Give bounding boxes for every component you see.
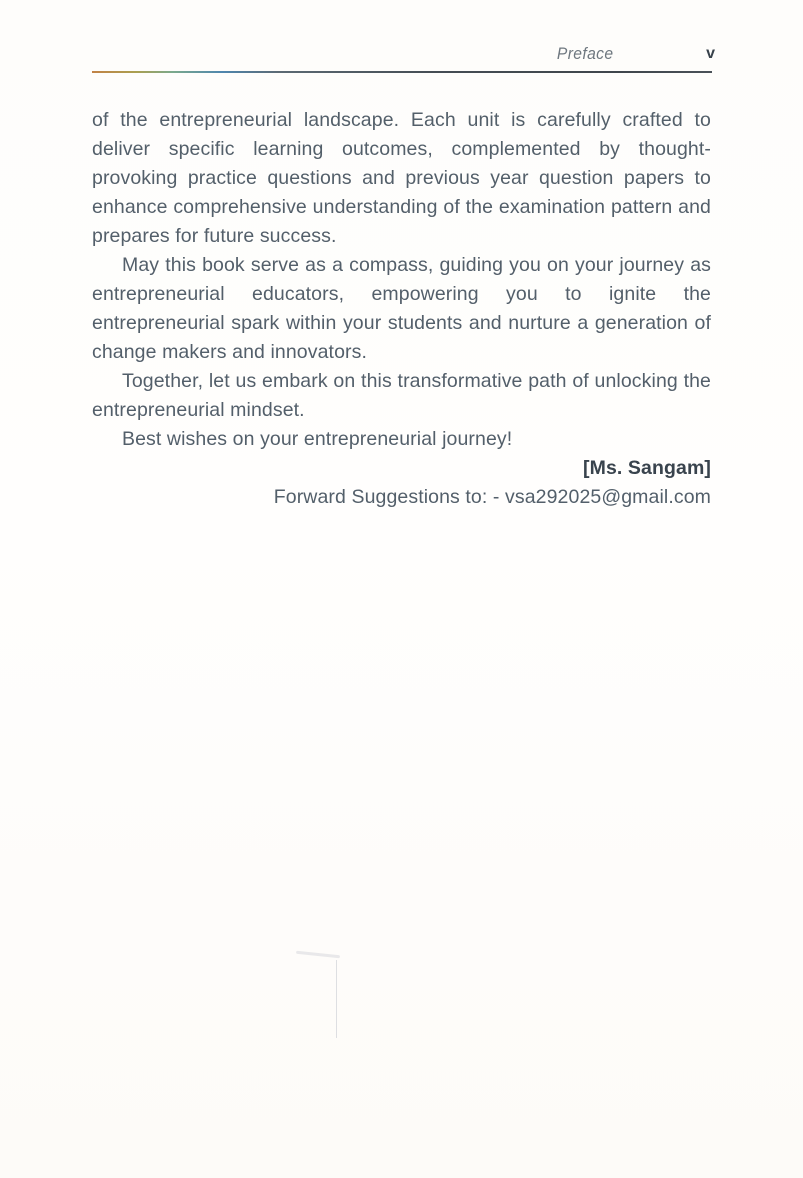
page-number: v [706, 45, 715, 62]
body-paragraph: of the entrepreneurial landscape. Each unit is carefully crafted to deliver specific learning outcomes, complemented by thought-provoking practice questions and previous year question papers to enhance comprehensive understanding of the examination pattern and prepares for future success. [92, 109, 711, 247]
scan-artifact-scratch [336, 960, 337, 1038]
author-signature: [Ms. Sangam] [583, 457, 711, 479]
body-paragraph: Best wishes on your entrepreneurial journey! [122, 428, 513, 450]
scan-artifact-smudge [296, 951, 340, 959]
body-text-block [92, 106, 711, 512]
running-header-title: Preface [556, 44, 613, 63]
body-paragraph: May this book serve as a compass, guiding you on your journey as entrepreneurial educators, empowering you to ignite the entrepreneurial spark within your students and nurture a generation of change makers and innovators. [92, 254, 711, 363]
header-rule [92, 71, 712, 73]
body-paragraph: Together, let us embark on this transformative path of unlocking the entrepreneurial mindset. [92, 370, 711, 421]
forward-suggestions-line: Forward Suggestions to: - vsa292025@gmail.com [273, 486, 711, 508]
